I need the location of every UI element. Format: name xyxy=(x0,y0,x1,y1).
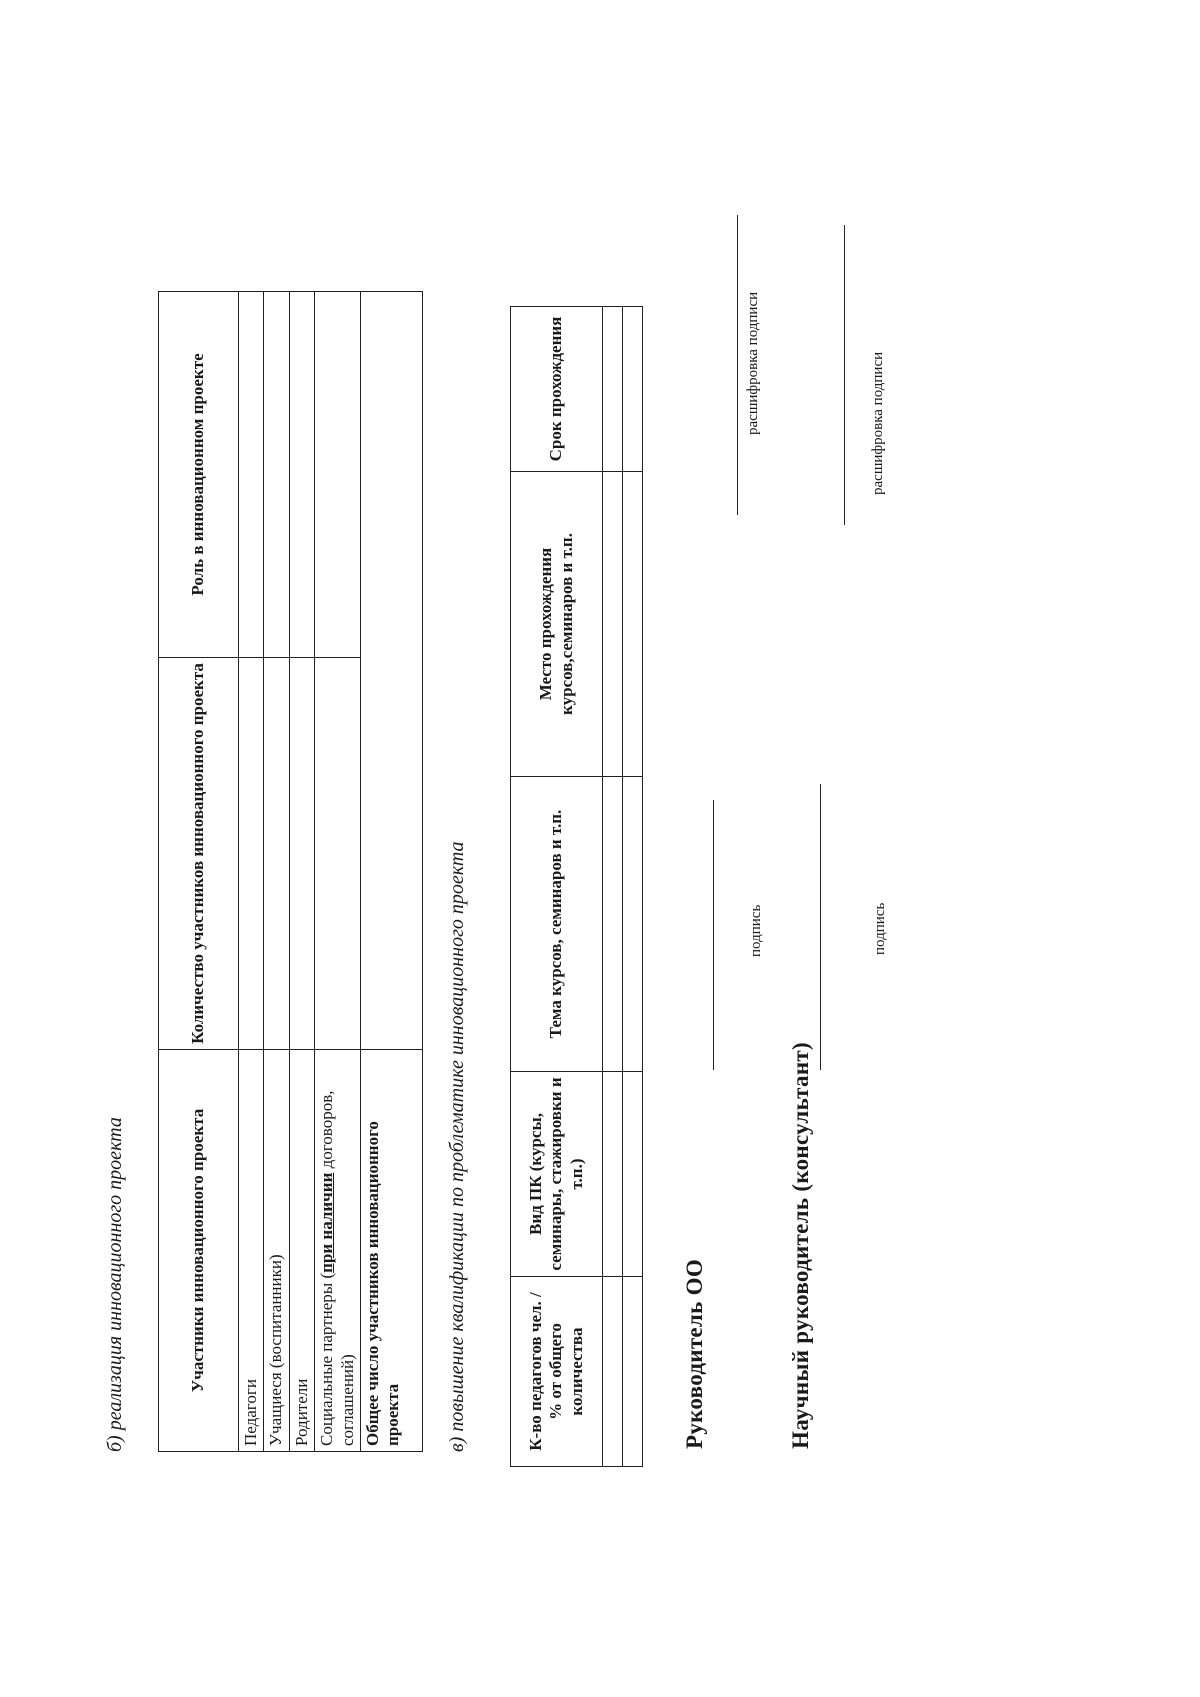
section-b-title: б) реализация инновационного проекта xyxy=(104,1117,126,1452)
cell-total[interactable] xyxy=(360,292,422,1050)
head-signature-caption: подпись xyxy=(748,904,764,957)
social-partners-emphasis: при наличии xyxy=(317,1172,337,1273)
cell-count-social-partners[interactable] xyxy=(315,658,361,1050)
head-decode-line[interactable] xyxy=(737,215,738,515)
scientific-signature-line[interactable] xyxy=(820,784,821,1070)
table-cell[interactable] xyxy=(623,777,643,1072)
header-participant-count: Количество участников инновационного проекта xyxy=(159,658,239,1050)
scientific-role-label: Научный руководитель (консультант) xyxy=(788,1042,813,1449)
cell-role-social-partners[interactable] xyxy=(315,292,361,658)
header-pk-type: Вид ПК (курсы, семинары, стажировки и т.п.) xyxy=(511,1072,603,1277)
cell-count-teachers[interactable] xyxy=(239,658,264,1050)
scientific-decode-caption: расшифровка подписи xyxy=(870,351,886,495)
table-cell[interactable] xyxy=(603,1072,623,1277)
head-signature-line[interactable] xyxy=(713,800,714,1070)
header-teacher-count: К-во педагогов чел. / % от общего количества xyxy=(511,1277,603,1467)
cell-role-parents[interactable] xyxy=(289,292,314,658)
social-partners-prefix: Социальные партнеры ( xyxy=(317,1272,337,1446)
cell-count-students[interactable] xyxy=(264,658,289,1050)
scientific-decode-line[interactable] xyxy=(844,225,845,525)
row-label-social-partners xyxy=(315,1050,361,1452)
header-period: Срок прохождения xyxy=(511,307,603,472)
head-role-label: Руководитель ОО xyxy=(682,1258,707,1449)
table-cell[interactable] xyxy=(623,1277,643,1467)
table-cell[interactable] xyxy=(603,1277,623,1467)
social-partners-suffix: договоров, соглашений) xyxy=(317,1090,357,1446)
header-place: Место прохождения курсов,семинаров и т.п. xyxy=(511,472,603,777)
table-cell[interactable] xyxy=(623,307,643,472)
qualification-table xyxy=(510,306,643,1467)
cell-count-parents[interactable] xyxy=(289,658,314,1050)
row-label-parents: Родители xyxy=(289,1050,314,1452)
row-label-teachers: Педагоги xyxy=(239,1050,264,1452)
head-decode-caption: расшифровка подписи xyxy=(745,291,761,435)
section-v-title: в) повышение квалификации по проблематике инновационного проекта xyxy=(446,841,468,1452)
header-topic: Тема курсов, семинаров и т.п. xyxy=(511,777,603,1072)
participants-table xyxy=(158,291,423,1452)
row-label-students: Учащиеся (воспитанники) xyxy=(264,1050,289,1452)
row-label-total: Общее число участников инновационного проекта xyxy=(360,1050,422,1452)
table-cell[interactable] xyxy=(603,307,623,472)
table-cell[interactable] xyxy=(623,472,643,777)
scientific-signature-caption: подпись xyxy=(872,902,888,955)
cell-role-students[interactable] xyxy=(264,292,289,658)
header-participants: Участники инновационного проекта xyxy=(159,1050,239,1452)
table-cell[interactable] xyxy=(603,777,623,1072)
cell-role-teachers[interactable] xyxy=(239,292,264,658)
table-cell[interactable] xyxy=(603,472,623,777)
header-role: Роль в инновационном проекте xyxy=(159,292,239,658)
table-cell[interactable] xyxy=(623,1072,643,1277)
